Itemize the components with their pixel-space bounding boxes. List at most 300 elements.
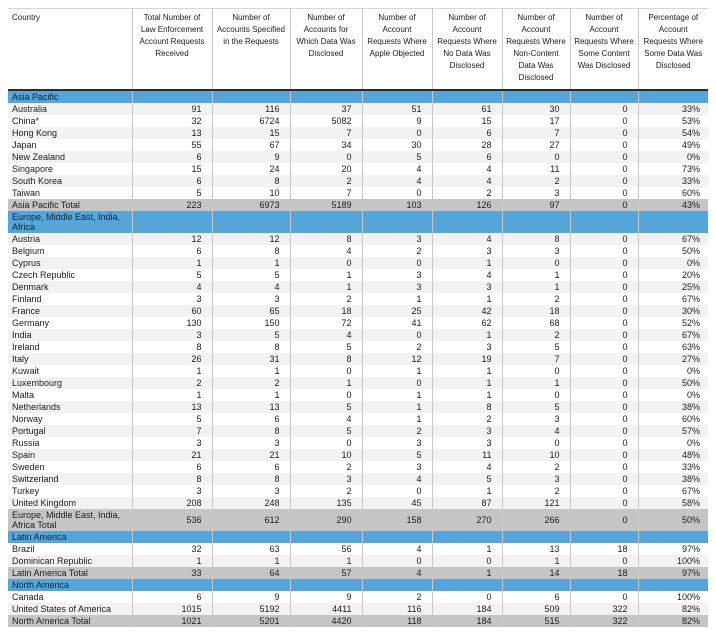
value-cell: 67%: [638, 233, 708, 245]
value-cell: 509: [502, 603, 570, 615]
value-cell: 1: [502, 281, 570, 293]
value-cell: 7: [290, 187, 362, 199]
country-cell: Germany: [8, 317, 132, 329]
country-cell: Canada: [8, 591, 132, 603]
table-row: [8, 389, 708, 401]
value-cell: 61: [432, 103, 502, 115]
value-cell: 0: [570, 233, 638, 245]
country-cell: South Korea: [8, 175, 132, 187]
total-value-cell: 184: [432, 615, 502, 627]
value-cell: 1: [432, 257, 502, 269]
table-row: [8, 245, 708, 257]
country-cell: Norway: [8, 413, 132, 425]
section-total-row: [8, 199, 708, 211]
table-row: [8, 103, 708, 115]
value-cell: 1: [212, 257, 290, 269]
table-row: [8, 555, 708, 567]
total-value-cell: 322: [570, 615, 638, 627]
table-header-row: [8, 9, 708, 91]
value-cell: 1: [212, 555, 290, 567]
value-cell: 32: [132, 115, 212, 127]
value-cell: 2: [362, 341, 432, 353]
table-row: [8, 187, 708, 199]
value-cell: 0: [570, 365, 638, 377]
section-empty-cell: [212, 90, 290, 103]
value-cell: 5082: [290, 115, 362, 127]
value-cell: 42: [432, 305, 502, 317]
value-cell: 0: [502, 257, 570, 269]
value-cell: 2: [132, 377, 212, 389]
value-cell: 0: [570, 175, 638, 187]
value-cell: 0: [570, 317, 638, 329]
value-cell: 58%: [638, 497, 708, 509]
total-value-cell: 290: [290, 509, 362, 531]
total-value-cell: 5201: [212, 615, 290, 627]
country-cell: Malta: [8, 389, 132, 401]
value-cell: 27%: [638, 353, 708, 365]
value-cell: 1: [502, 555, 570, 567]
value-cell: 32: [132, 543, 212, 555]
value-cell: 1: [432, 377, 502, 389]
total-value-cell: 43%: [638, 199, 708, 211]
value-cell: 0%: [638, 151, 708, 163]
value-cell: 8: [290, 353, 362, 365]
value-cell: 8: [212, 245, 290, 257]
table-row: [8, 329, 708, 341]
section-empty-cell: [502, 531, 570, 543]
value-cell: 33%: [638, 103, 708, 115]
section-empty-cell: [132, 211, 212, 233]
column-header: Percentage of Account Requests Where Some Data Was Disclosed: [638, 9, 708, 91]
section-empty-cell: [638, 211, 708, 233]
value-cell: 63%: [638, 341, 708, 353]
table-row: [8, 281, 708, 293]
value-cell: 0: [570, 245, 638, 257]
value-cell: 0: [570, 115, 638, 127]
value-cell: 0: [290, 151, 362, 163]
value-cell: 0: [362, 187, 432, 199]
value-cell: 100%: [638, 591, 708, 603]
country-cell: India: [8, 329, 132, 341]
column-header-country: Country: [8, 9, 132, 91]
value-cell: 2: [362, 245, 432, 257]
value-cell: 3: [362, 461, 432, 473]
value-cell: 4: [432, 233, 502, 245]
value-cell: 5: [362, 151, 432, 163]
value-cell: 15: [432, 115, 502, 127]
value-cell: 97%: [638, 543, 708, 555]
value-cell: 6: [432, 151, 502, 163]
value-cell: 2: [362, 591, 432, 603]
value-cell: 0%: [638, 437, 708, 449]
table-row: [8, 473, 708, 485]
value-cell: 4411: [290, 603, 362, 615]
value-cell: 0: [290, 257, 362, 269]
value-cell: 2: [212, 377, 290, 389]
value-cell: 1: [432, 485, 502, 497]
total-value-cell: 0: [570, 509, 638, 531]
value-cell: 55: [132, 139, 212, 151]
value-cell: 48%: [638, 449, 708, 461]
value-cell: 6: [212, 461, 290, 473]
value-cell: 50%: [638, 245, 708, 257]
total-value-cell: 82%: [638, 615, 708, 627]
value-cell: 2: [502, 329, 570, 341]
table-row: [8, 461, 708, 473]
total-value-cell: 118: [362, 615, 432, 627]
value-cell: 4: [290, 329, 362, 341]
value-cell: 8: [502, 233, 570, 245]
value-cell: 4: [432, 175, 502, 187]
value-cell: 26: [132, 353, 212, 365]
value-cell: 0: [362, 377, 432, 389]
section-header-row: [8, 531, 708, 543]
value-cell: 30: [362, 139, 432, 151]
value-cell: 4: [432, 461, 502, 473]
value-cell: 0: [570, 437, 638, 449]
value-cell: 0: [362, 127, 432, 139]
table-row: [8, 139, 708, 151]
total-value-cell: 515: [502, 615, 570, 627]
value-cell: 8: [132, 341, 212, 353]
value-cell: 60: [132, 305, 212, 317]
value-cell: 6: [502, 591, 570, 603]
value-cell: 184: [432, 603, 502, 615]
value-cell: 6724: [212, 115, 290, 127]
value-cell: 68: [502, 317, 570, 329]
value-cell: 3: [132, 329, 212, 341]
column-header: Number of Account Requests Where Some Content Was Disclosed: [570, 9, 638, 91]
value-cell: 67%: [638, 485, 708, 497]
value-cell: 4: [362, 473, 432, 485]
value-cell: 12: [212, 233, 290, 245]
total-label: Latin America Total: [8, 567, 132, 579]
value-cell: 0: [570, 497, 638, 509]
country-cell: Switzerland: [8, 473, 132, 485]
value-cell: 57%: [638, 425, 708, 437]
value-cell: 2: [362, 425, 432, 437]
value-cell: 5: [432, 473, 502, 485]
value-cell: 49%: [638, 139, 708, 151]
value-cell: 11: [432, 449, 502, 461]
value-cell: 3: [132, 485, 212, 497]
table-row: [8, 293, 708, 305]
value-cell: 7: [132, 425, 212, 437]
section-empty-cell: [212, 579, 290, 591]
table-row: [8, 317, 708, 329]
value-cell: 6: [132, 151, 212, 163]
value-cell: 5: [132, 269, 212, 281]
total-value-cell: 270: [432, 509, 502, 531]
value-cell: 0: [362, 555, 432, 567]
value-cell: 8: [212, 425, 290, 437]
country-cell: Sweden: [8, 461, 132, 473]
value-cell: 1: [132, 555, 212, 567]
value-cell: 13: [502, 543, 570, 555]
value-cell: 7: [502, 353, 570, 365]
table-row: [8, 127, 708, 139]
value-cell: 6: [432, 127, 502, 139]
value-cell: 1: [132, 389, 212, 401]
value-cell: 63: [212, 543, 290, 555]
value-cell: 6: [132, 175, 212, 187]
section-empty-cell: [432, 579, 502, 591]
value-cell: 5: [290, 425, 362, 437]
value-cell: 18: [570, 543, 638, 555]
table-row: [8, 543, 708, 555]
value-cell: 4: [362, 175, 432, 187]
section-empty-cell: [432, 211, 502, 233]
value-cell: 1: [290, 281, 362, 293]
value-cell: 0: [570, 449, 638, 461]
column-header: Number of Account Requests Where Non-Content Data Was Disclosed: [502, 9, 570, 91]
value-cell: 1: [432, 293, 502, 305]
value-cell: 1: [432, 389, 502, 401]
section-empty-cell: [638, 579, 708, 591]
section-empty-cell: [638, 531, 708, 543]
value-cell: 82%: [638, 603, 708, 615]
table-row: [8, 151, 708, 163]
value-cell: 50%: [638, 377, 708, 389]
value-cell: 4: [290, 245, 362, 257]
value-cell: 3: [502, 245, 570, 257]
table-row: [8, 175, 708, 187]
table-row: [8, 497, 708, 509]
value-cell: 91: [132, 103, 212, 115]
section-empty-cell: [132, 579, 212, 591]
value-cell: 5: [290, 401, 362, 413]
country-cell: Russia: [8, 437, 132, 449]
section-header-row: [8, 579, 708, 591]
value-cell: 4: [432, 163, 502, 175]
section-empty-cell: [290, 211, 362, 233]
section-empty-cell: [432, 90, 502, 103]
value-cell: 248: [212, 497, 290, 509]
value-cell: 5: [362, 449, 432, 461]
value-cell: 322: [570, 603, 638, 615]
value-cell: 62: [432, 317, 502, 329]
value-cell: 28: [432, 139, 502, 151]
section-header-row: [8, 90, 708, 103]
total-value-cell: 103: [362, 199, 432, 211]
section-empty-cell: [212, 531, 290, 543]
section-empty-cell: [362, 211, 432, 233]
country-cell: New Zealand: [8, 151, 132, 163]
value-cell: 116: [362, 603, 432, 615]
value-cell: 51: [362, 103, 432, 115]
value-cell: 12: [132, 233, 212, 245]
value-cell: 1: [132, 365, 212, 377]
value-cell: 30: [502, 103, 570, 115]
country-cell: Italy: [8, 353, 132, 365]
total-value-cell: 97%: [638, 567, 708, 579]
value-cell: 8: [290, 233, 362, 245]
value-cell: 87: [432, 497, 502, 509]
value-cell: 1: [432, 329, 502, 341]
country-cell: Brazil: [8, 543, 132, 555]
value-cell: 7: [290, 127, 362, 139]
country-cell: Belgium: [8, 245, 132, 257]
table-row: [8, 233, 708, 245]
value-cell: 37: [290, 103, 362, 115]
value-cell: 0: [362, 485, 432, 497]
value-cell: 5: [132, 413, 212, 425]
value-cell: 54%: [638, 127, 708, 139]
value-cell: 208: [132, 497, 212, 509]
value-cell: 8: [212, 341, 290, 353]
value-cell: 17: [502, 115, 570, 127]
section-total-row: [8, 509, 708, 531]
total-value-cell: 223: [132, 199, 212, 211]
section-empty-cell: [362, 579, 432, 591]
value-cell: 0: [570, 305, 638, 317]
table-row: [8, 257, 708, 269]
value-cell: 5: [212, 329, 290, 341]
value-cell: 1: [212, 365, 290, 377]
value-cell: 0: [570, 293, 638, 305]
section-empty-cell: [362, 90, 432, 103]
total-label: Europe, Middle East, India, Africa Total: [8, 509, 132, 531]
country-cell: Japan: [8, 139, 132, 151]
value-cell: 0: [570, 389, 638, 401]
country-cell: Turkey: [8, 485, 132, 497]
value-cell: 0: [502, 151, 570, 163]
total-value-cell: 4: [362, 567, 432, 579]
column-header: Number of Account Requests Where No Data Was Disclosed: [432, 9, 502, 91]
total-value-cell: 50%: [638, 509, 708, 531]
value-cell: 2: [290, 293, 362, 305]
value-cell: 0: [570, 127, 638, 139]
value-cell: 3: [212, 485, 290, 497]
total-value-cell: 1: [432, 567, 502, 579]
value-cell: 13: [132, 401, 212, 413]
value-cell: 1: [212, 389, 290, 401]
table-row: [8, 269, 708, 281]
value-cell: 116: [212, 103, 290, 115]
value-cell: 2: [502, 485, 570, 497]
value-cell: 15: [132, 163, 212, 175]
value-cell: 60%: [638, 187, 708, 199]
value-cell: 1015: [132, 603, 212, 615]
section-label: North America: [8, 579, 132, 591]
value-cell: 3: [132, 437, 212, 449]
value-cell: 4: [290, 413, 362, 425]
value-cell: 3: [432, 425, 502, 437]
value-cell: 2: [432, 413, 502, 425]
value-cell: 4: [132, 281, 212, 293]
value-cell: 1: [432, 365, 502, 377]
value-cell: 0%: [638, 257, 708, 269]
value-cell: 0: [570, 269, 638, 281]
value-cell: 7: [502, 127, 570, 139]
value-cell: 1: [502, 269, 570, 281]
table-row: [8, 305, 708, 317]
value-cell: 5: [290, 341, 362, 353]
country-cell: United Kingdom: [8, 497, 132, 509]
value-cell: 13: [212, 401, 290, 413]
value-cell: 2: [290, 175, 362, 187]
value-cell: 60%: [638, 413, 708, 425]
section-empty-cell: [362, 531, 432, 543]
value-cell: 1: [502, 377, 570, 389]
value-cell: 31: [212, 353, 290, 365]
value-cell: 3: [362, 437, 432, 449]
total-value-cell: 0: [570, 199, 638, 211]
value-cell: 2: [290, 485, 362, 497]
value-cell: 3: [432, 281, 502, 293]
value-cell: 2: [502, 293, 570, 305]
value-cell: 67: [212, 139, 290, 151]
total-value-cell: 6973: [212, 199, 290, 211]
section-empty-cell: [570, 90, 638, 103]
value-cell: 0%: [638, 389, 708, 401]
column-header: Number of Accounts Specified in the Requests: [212, 9, 290, 91]
column-header: Number of Account Requests Where Apple Objected: [362, 9, 432, 91]
section-label: Latin America: [8, 531, 132, 543]
table-row: [8, 365, 708, 377]
value-cell: 9: [290, 591, 362, 603]
total-value-cell: 18: [570, 567, 638, 579]
total-value-cell: 33: [132, 567, 212, 579]
value-cell: 0: [432, 555, 502, 567]
value-cell: 4: [362, 543, 432, 555]
value-cell: 34: [290, 139, 362, 151]
value-cell: 67%: [638, 329, 708, 341]
value-cell: 38%: [638, 473, 708, 485]
section-label: Europe, Middle East, India, Africa: [8, 211, 132, 233]
value-cell: 5: [502, 341, 570, 353]
value-cell: 18: [290, 305, 362, 317]
value-cell: 0: [290, 437, 362, 449]
value-cell: 0: [570, 257, 638, 269]
value-cell: 10: [290, 449, 362, 461]
section-empty-cell: [570, 211, 638, 233]
country-cell: China*: [8, 115, 132, 127]
value-cell: 3: [432, 341, 502, 353]
table-row: [8, 413, 708, 425]
table-row: [8, 353, 708, 365]
value-cell: 5192: [212, 603, 290, 615]
country-cell: Finland: [8, 293, 132, 305]
country-cell: United States of America: [8, 603, 132, 615]
value-cell: 1: [362, 389, 432, 401]
value-cell: 0: [570, 377, 638, 389]
section-empty-cell: [570, 531, 638, 543]
value-cell: 135: [290, 497, 362, 509]
value-cell: 0: [362, 257, 432, 269]
value-cell: 0: [570, 103, 638, 115]
value-cell: 6: [212, 413, 290, 425]
value-cell: 2: [502, 461, 570, 473]
value-cell: 45: [362, 497, 432, 509]
country-cell: Singapore: [8, 163, 132, 175]
table-row: [8, 591, 708, 603]
section-empty-cell: [502, 90, 570, 103]
value-cell: 3: [132, 293, 212, 305]
table-row: [8, 377, 708, 389]
country-cell: Luxembourg: [8, 377, 132, 389]
value-cell: 8: [432, 401, 502, 413]
value-cell: 0: [570, 187, 638, 199]
section-empty-cell: [290, 579, 362, 591]
value-cell: 21: [132, 449, 212, 461]
total-value-cell: 64: [212, 567, 290, 579]
value-cell: 0: [570, 485, 638, 497]
table-row: [8, 449, 708, 461]
section-empty-cell: [432, 531, 502, 543]
value-cell: 5: [132, 187, 212, 199]
total-value-cell: 612: [212, 509, 290, 531]
